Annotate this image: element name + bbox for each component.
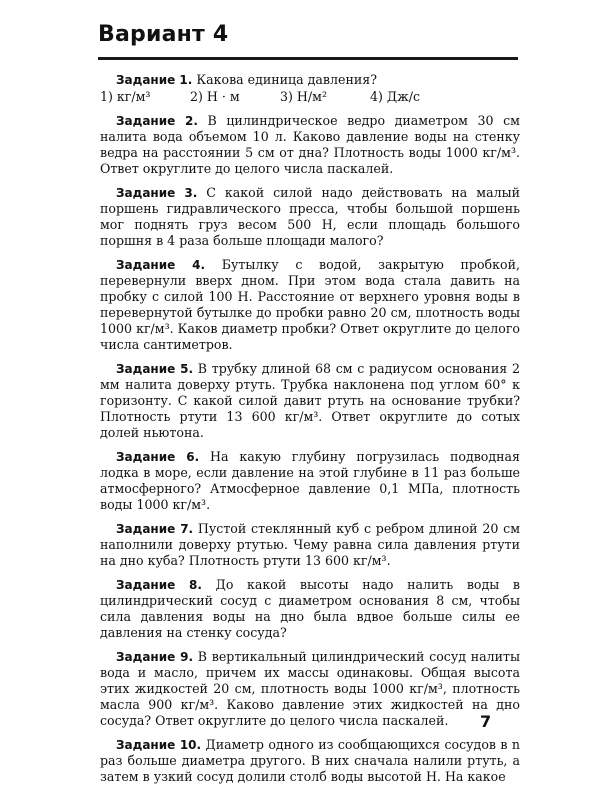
page-number: 7 (480, 712, 492, 731)
task-label: Задание 9. (116, 650, 194, 664)
answer-option: 3) Н/м² (280, 89, 327, 104)
header-rule (98, 57, 518, 60)
answer-option: 4) Дж/с (370, 89, 421, 104)
task-6 (100, 449, 520, 513)
task-5 (100, 361, 520, 441)
variant-title: Вариант 4 (98, 22, 229, 47)
task-8 (100, 577, 520, 641)
task-label: Задание 4. (116, 258, 206, 272)
task-text: До какой высоты надо налить воды в цилиндрический сосуд с диаметром основания 8 см, чтобы сила давления воды на дно была вдвое больше силы ее давления на стенку сосуда? (100, 577, 520, 640)
task-label: Задание 10. (116, 738, 202, 752)
task-text: На какую глубину погрузилась подводная лодка в море, если давление на этой глубине в 11 раз больше атмосферного? Атмосферное давление 0,1 МПа, плотность воды 1000 кг/м³. (100, 449, 520, 512)
task-text: Бутылку с водой, закрытую пробкой, перевернули вверх дном. При этом вода стала давить на пробку с силой 100 Н. Расстояние от верхнего уровня воды в перевернутой бутылке до пробки равно 20 см, плотность воды 1000 кг/м³. Каков диаметр пробки? Ответ округлите до целого числа сантиметров. (100, 257, 520, 352)
task-text: В цилиндрическое ведро диаметром 30 см налита вода объемом 10 л. Каково давление воды на стенку ведра на расстоянии 5 см от дна? Плотность воды 1000 кг/м³. Ответ округлите до целого числа паскалей. (100, 113, 520, 176)
task-text: В трубку длиной 68 см с радиусом основания 2 мм налита доверху ртуть. Трубка наклонена под углом 60° к горизонту. С какой силой давит ртуть на основание трубки? Плотность ртути 13 600 кг/м³. Ответ округлите до сотых долей ньютона. (100, 361, 520, 440)
task-label: Задание 6. (116, 450, 200, 464)
task-1 (100, 72, 520, 105)
task-7 (100, 521, 520, 569)
task-text: С какой силой надо действовать на малый поршень гидравлического пресса, чтобы большой поршень мог поднять груз весом 500 Н, если площадь большого поршня в 4 раза больше площади малого? (100, 185, 520, 248)
task-3 (100, 185, 520, 249)
task-text: Диаметр одного из сообщающихся сосудов в n раз больше диаметра другого. В них сначала налили ртуть, а затем в узкий сосуд долили столб воды высотой H. На какое (100, 737, 520, 784)
task-text: В вертикальный цилиндрический сосуд налиты вода и масло, причем их массы одинаковы. Общая высота этих жидкостей 20 см, плотность воды 1000 кг/м³, плотность масла 900 кг/м³. Каково давление этих жидкостей на дно сосуда? Ответ округлите до целого числа паскалей. (100, 649, 520, 728)
task-2 (100, 113, 520, 177)
answer-option: 2) Н · м (190, 89, 240, 104)
tasks-list (100, 72, 520, 793)
task-label: Задание 5. (116, 362, 194, 376)
task-label: Задание 2. (116, 114, 198, 128)
task-label: Задание 1. (116, 73, 193, 87)
task-label: Задание 3. (116, 186, 198, 200)
task-4 (100, 257, 520, 353)
task-label: Задание 8. (116, 578, 202, 592)
task-label: Задание 7. (116, 522, 194, 536)
answer-options (100, 89, 520, 105)
task-text: Пустой стеклянный куб с ребром длиной 20 см наполнили доверху ртутью. Чему равна сила давления ртути на дно куба? Плотность ртути 13 600 кг/м³. (100, 521, 520, 568)
answer-option: 1) кг/м³ (100, 89, 151, 104)
task-10 (100, 737, 520, 785)
task-9 (100, 649, 520, 729)
task-text: Какова единица давления? (196, 72, 377, 87)
